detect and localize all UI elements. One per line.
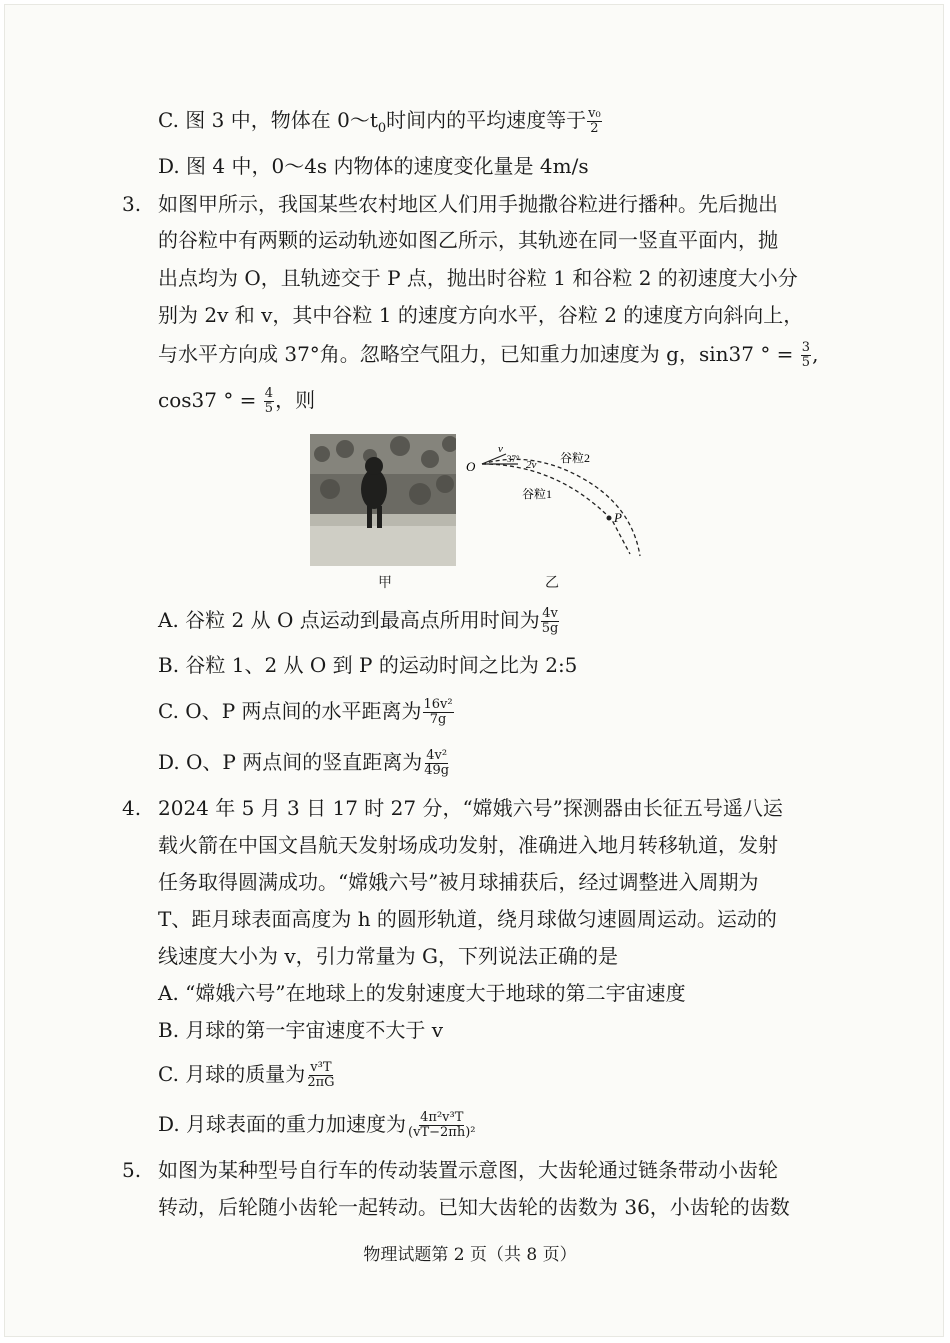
label-2v: 2v [526,459,537,471]
option-2c: C. 图 3 中，物体在 $0\sim t_0$时间内的平均速度等于 $\frac{\text{v₀}}{2}$ [158,106,601,136]
q3-option-b: B. 谷粒 1、2 从 O 到 P 的运动时间之比为 2:5 [158,653,578,677]
q3-number: 3. [122,192,142,216]
q5-number: 5. [122,1158,142,1182]
label-O: O [466,459,476,474]
q3-text-1: 如图甲所示，我国某些农村地区人们用手抛撒谷粒进行播种。先后抛出 [158,192,778,216]
page-footer: 物理试题第 2 页（共 8 页） [363,1245,577,1265]
q4-option-a: A. “嫦娥六号”在地球上的发射速度大于地球的第二宇宙速度 [158,981,686,1005]
figure-yi-trajectory [462,438,652,568]
q4-text-3: 任务取得圆满成功。“嫦娥六号”被月球捕获后，经过调整进入周期为 [158,870,759,894]
q4-option-d: D. 月球表面的重力加速度为 $\frac{\text{4π²v³T}}{\text{(vT−2πh)²}}$ [158,1110,476,1140]
q3-text-6: cos37 ° = $\frac{4}{5}$ ，则 [158,386,316,416]
q3-text-5: 与水平方向成 37°角。忽略空气阻力，已知重力加速度为 g，sin37 ° = $\frac{3}{5}$ , [158,340,819,370]
label-grain1: 谷粒1 [522,487,553,501]
q3-text-4: 别为 2v 和 v，其中谷粒 1 的速度方向水平，谷粒 2 的速度方向斜向上， [158,303,804,327]
q4-option-b: B. 月球的第一宇宙速度不大于 v [158,1018,444,1042]
q3-text-3: 出点均为 O，且轨迹交于 P 点，抛出时谷粒 1 和谷粒 2 的初速度大小分 [158,266,798,290]
q4-option-c: C. 月球的质量为 $\frac{\text{v³T}}{2\pi G}$ [158,1060,335,1090]
q5-text-1: 如图为某种型号自行车的传动装置示意图，大齿轮通过链条带动小齿轮 [158,1158,778,1182]
q3-option-d: D. O、P 两点间的竖直距离为 $\frac{\text{4v²}}{49g}$ [158,748,450,778]
caption-jia: 甲 [378,575,392,591]
q3-option-c: C. O、P 两点间的水平距离为 $\frac{\text{16v²}}{7g}$ [158,697,453,727]
caption-yi: 乙 [545,575,559,591]
label-grain2: 谷粒2 [560,451,591,465]
q5-text-2: 转动，后轮随小齿轮一起转动。已知大齿轮的齿数为 36，小齿轮的齿数 [158,1195,790,1219]
label-v: v [498,443,503,455]
q4-text-4: T、距月球表面高度为 h 的圆形轨道，绕月球做匀速圆周运动。运动的 [158,907,777,931]
figure-jia-photo [310,434,456,566]
q4-text-1: 2024 年 5 月 3 日 17 时 27 分，“嫦娥六号”探测器由长征五号遥八运 [158,796,783,820]
q4-text-2: 载火箭在中国文昌航天发射场成功发射，准确进入地月转移轨道，发射 [158,833,778,857]
label-angle: 37° [507,454,520,464]
q4-number: 4. [122,796,142,820]
q3-text-2: 的谷粒中有两颗的运动轨迹如图乙所示，其轨迹在同一竖直平面内，抛 [158,228,778,252]
label-P: P [614,510,622,525]
option-2d: D. 图 4 中，0～4s 内物体的速度变化量是 4m/s [158,154,589,178]
q4-text-5: 线速度大小为 v，引力常量为 G，下列说法正确的是 [158,944,618,968]
q3-option-a: A. 谷粒 2 从 O 点运动到最高点所用时间为 $\frac{4v}{5g}$ [158,606,559,636]
